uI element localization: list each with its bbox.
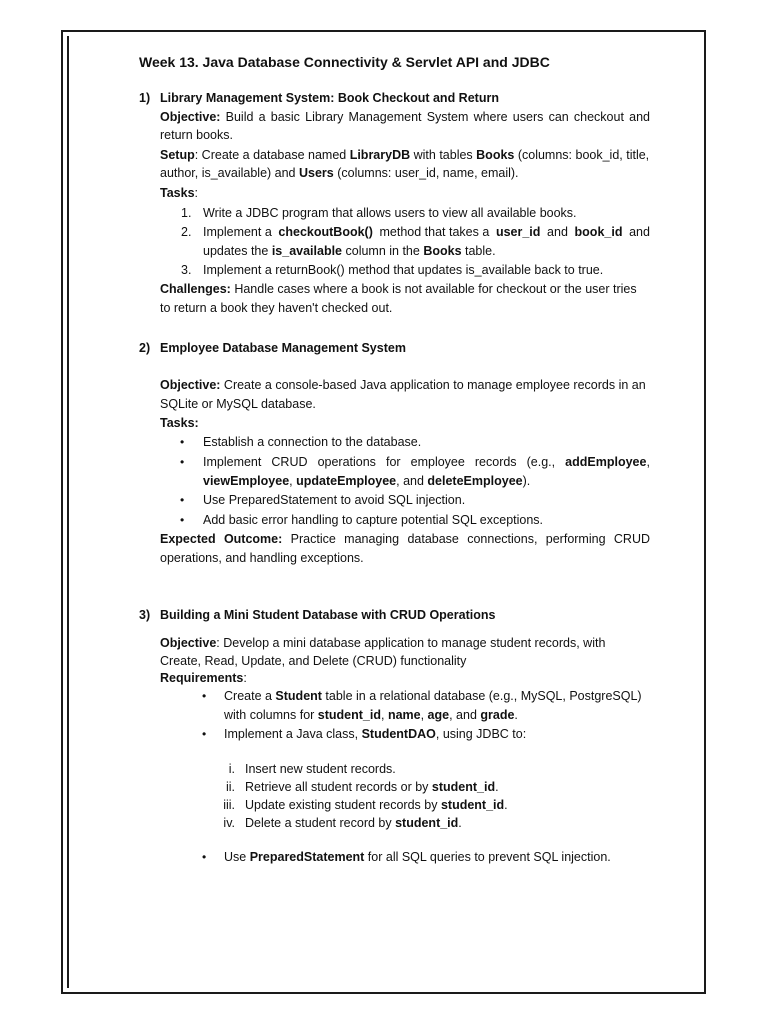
- s3-sub-1-number: i.: [228, 762, 235, 776]
- s2-expected-line-1: Expected Outcome: Practice managing database connections, performing CRUD: [160, 532, 650, 546]
- page-title: Week 13. Java Database Connectivity & Servlet API and JDBC: [139, 54, 550, 70]
- s3-sub-3: Update existing student records by student_id.: [245, 798, 508, 812]
- page-inner-rule: [67, 36, 69, 988]
- section-1-heading: Library Management System: Book Checkout and Return: [160, 91, 499, 105]
- s1-challenges-line-2: to return a book they haven't checked out.: [160, 301, 393, 315]
- bullet-icon: •: [180, 435, 185, 449]
- s3-sub-2-number: ii.: [225, 780, 235, 794]
- s1-task-2-number: 2.: [181, 225, 192, 239]
- s1-task-3-number: 3.: [181, 263, 192, 277]
- s3-sub-1: Insert new student records.: [245, 762, 396, 776]
- s2-task-2-line-2: viewEmployee, updateEmployee, and deleteEmployee).: [203, 474, 531, 488]
- s1-challenges-line-1: Challenges: Handle cases where a book is not available for checkout or the user tries: [160, 282, 637, 296]
- s2-objective-line-1: Objective: Create a console-based Java application to manage employee records in an: [160, 378, 646, 392]
- s2-expected-line-2: operations, and handling exceptions.: [160, 551, 364, 565]
- bullet-icon: •: [180, 513, 185, 527]
- s2-task-1: Establish a connection to the database.: [203, 435, 422, 449]
- s1-objective-line-1: Objective: Build a basic Library Management System where users can checkout and: [160, 110, 650, 124]
- s3-req-1-line-1: Create a Student table in a relational database (e.g., MySQL, PostgreSQL): [224, 689, 642, 703]
- s1-task-1: Write a JDBC program that allows users to view all available books.: [203, 206, 577, 220]
- s3-objective-line-1: Objective: Develop a mini database application to manage student records, with: [160, 636, 606, 650]
- s3-req-1-line-2: with columns for student_id, name, age, and grade.: [224, 708, 518, 722]
- s1-objective-label: Objective:: [160, 110, 221, 124]
- s2-task-4: Add basic error handling to capture potential SQL exceptions.: [203, 513, 544, 527]
- s3-sub-4: Delete a student record by student_id.: [245, 816, 462, 830]
- s3-objective-line-2: Create, Read, Update, and Delete (CRUD) functionality: [160, 654, 467, 668]
- section-3-heading: Building a Mini Student Database with CRUD Operations: [160, 608, 496, 622]
- section-3-number: 3): [139, 608, 151, 622]
- s1-task-2-line-2: updates the is_available column in the Books table.: [203, 244, 496, 258]
- s3-sub-4-number: iv.: [223, 816, 235, 830]
- s2-tasks-label: Tasks:: [160, 416, 199, 430]
- s2-task-2-line-1: Implement CRUD operations for employee records (e.g., addEmployee,: [203, 455, 650, 469]
- bullet-icon: •: [180, 493, 185, 507]
- s3-req-3: Use PreparedStatement for all SQL queries to prevent SQL injection.: [224, 850, 611, 864]
- s1-tasks-label: Tasks:: [160, 186, 198, 200]
- s3-sub-2: Retrieve all student records or by student_id.: [245, 780, 499, 794]
- s1-task-1-number: 1.: [181, 206, 192, 220]
- s3-requirements-label: Requirements:: [160, 671, 247, 685]
- bullet-icon: •: [202, 850, 207, 864]
- s1-objective-line-2: return books.: [160, 128, 233, 142]
- s1-setup-line-1: Setup: Create a database named LibraryDB with tables Books (columns: book_id, title,: [160, 148, 650, 162]
- bullet-icon: •: [202, 689, 207, 703]
- bullet-icon: •: [202, 727, 207, 741]
- s1-task-2-line-1: Implement a checkoutBook() method that takes a user_id and book_id and: [203, 225, 650, 239]
- s2-task-3: Use PreparedStatement to avoid SQL injection.: [203, 493, 466, 507]
- s1-setup-line-2: author, is_available) and Users (columns: user_id, name, email).: [160, 166, 519, 180]
- section-2-number: 2): [139, 341, 151, 355]
- section-2-heading: Employee Database Management System: [160, 341, 406, 355]
- s2-objective-line-2: SQLite or MySQL database.: [160, 397, 316, 411]
- s3-req-2: Implement a Java class, StudentDAO, using JDBC to:: [224, 727, 527, 741]
- s3-sub-3-number: iii.: [223, 798, 235, 812]
- bullet-icon: •: [180, 455, 185, 469]
- s1-task-3: Implement a returnBook() method that updates is_available back to true.: [203, 263, 604, 277]
- section-1-number: 1): [139, 91, 151, 105]
